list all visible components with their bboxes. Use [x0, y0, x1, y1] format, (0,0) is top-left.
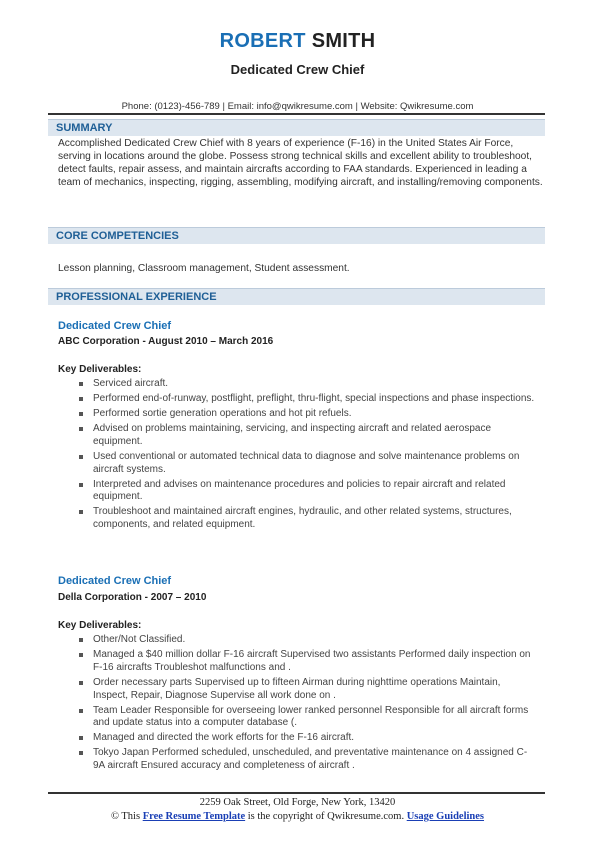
- list-item: Performed sortie generation operations and hot pit refuels.: [76, 408, 536, 421]
- list-item: Advised on problems maintaining, servicing, and inspecting aircraft and related aerospace equipment.: [76, 423, 536, 449]
- job-1-company: ABC Corporation - August 2010 – March 2016: [58, 336, 274, 347]
- job-title-header: Dedicated Crew Chief: [230, 62, 365, 77]
- list-item: Serviced aircraft.: [76, 378, 536, 391]
- footer-address: 2259 Oak Street, Old Forge, New York, 13420: [199, 797, 396, 808]
- candidate-name: [0, 30, 595, 53]
- contact-line: Phone: (0123)-456-789 | Email: info@qwikresume.com | Website: Qwikresume.com: [121, 101, 474, 112]
- footer-divider: [48, 792, 545, 794]
- summary-heading: SUMMARY: [48, 119, 545, 136]
- list-item: Tokyo Japan Performed scheduled, unscheduled, and preventative maintenance on 4 assigned C-9A aircraft Ensured accuracy and completeness of aircraft .: [76, 747, 536, 773]
- top-divider: [48, 113, 545, 115]
- copyright-prefix: © This: [110, 811, 143, 822]
- competencies-text: Lesson planning, Classroom management, Student assessment.: [58, 263, 350, 274]
- experience-heading: PROFESSIONAL EXPERIENCE: [48, 288, 545, 305]
- competencies-heading: CORE COMPETENCIES: [48, 227, 545, 244]
- list-item: Managed and directed the work efforts for the F-16 aircraft.: [76, 732, 536, 745]
- list-item: Performed end-of-runway, postflight, preflight, thru-flight, special inspections and phase inspections.: [76, 393, 536, 406]
- summary-text: Accomplished Dedicated Crew Chief with 8 years of experience (F-16) in the United States Air Force, serving in locations around the globe. Possess strong technical skills and excellent ability to troubleshoot, detect faults, repair assess, and maintain aircrafts according to FAA standards. Experienced in leading a team of mechanics, inspecting, rigging, assembling, modifying aircraft, and installing/removing components.: [58, 138, 543, 188]
- job-2-company: Della Corporation - 2007 – 2010: [58, 592, 207, 603]
- list-item: Other/Not Classified.: [76, 634, 536, 647]
- job-2-deliverables-label: Key Deliverables:: [58, 620, 142, 631]
- list-item: Order necessary parts Supervised up to fifteen Airman during nighttime operations Maintain, Inspect, Repair, Diagnose Supervise all work done on .: [76, 677, 536, 703]
- job-2-bullets: [76, 634, 536, 775]
- last-name: SMITH: [311, 30, 376, 52]
- list-item: Managed a $40 million dollar F-16 aircraft Supervised two assistants Performed daily inspection on F-16 aircrafts Troubleshot malfunctions and .: [76, 649, 536, 675]
- job-1-bullets: [76, 378, 536, 534]
- copyright-middle: is the copyright of Qwikresume.com.: [245, 811, 407, 822]
- list-item: Team Leader Responsible for overseeing lower ranked personnel Responsible for all aircraft forms and update status into a computer database (.: [76, 705, 536, 731]
- job-1-title: Dedicated Crew Chief: [58, 320, 172, 332]
- footer-copyright: [0, 811, 595, 822]
- list-item: Troubleshoot and maintained aircraft engines, hydraulic, and other related systems, structures, components, and related equipment.: [76, 506, 536, 532]
- first-name: ROBERT: [219, 30, 306, 52]
- list-item: Interpreted and advises on maintenance procedures and policies to repair aircraft and related equipment.: [76, 479, 536, 505]
- free-resume-template-link[interactable]: Free Resume Template: [142, 811, 246, 822]
- list-item: Used conventional or automated technical data to diagnose and solve maintenance problems on aircraft systems.: [76, 451, 536, 477]
- job-2-title: Dedicated Crew Chief: [58, 575, 172, 587]
- usage-guidelines-link[interactable]: Usage Guidelines: [406, 811, 485, 822]
- job-1-deliverables-label: Key Deliverables:: [58, 364, 142, 375]
